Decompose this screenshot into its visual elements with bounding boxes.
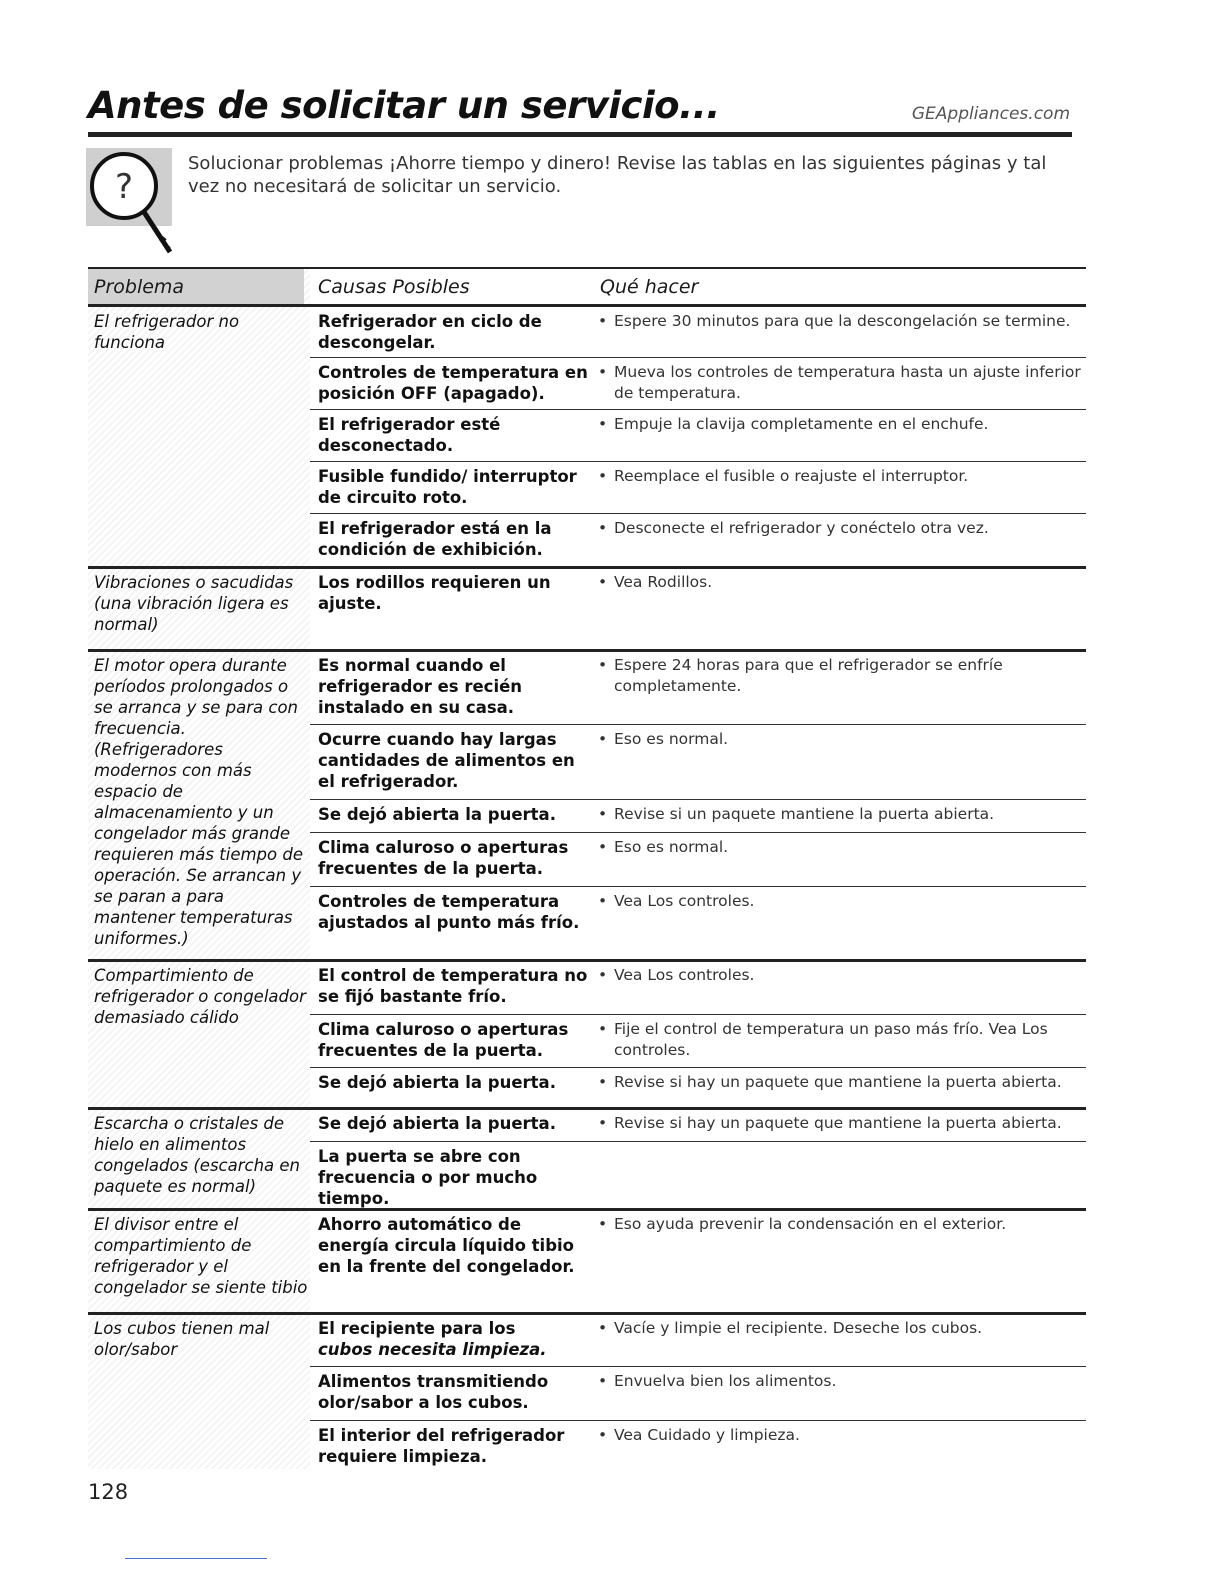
row-divider: [310, 1366, 1086, 1367]
remedy-label: Espere 24 horas para que el refrigerador se enfríe completamente.: [614, 656, 1003, 695]
remedy-text: [598, 729, 1094, 750]
remedy-label: Vea Cuidado y limpieza.: [614, 1426, 800, 1444]
problem-label: El motor opera durante períodos prolongados o se arranca y se para con frecuencia. (Refrigeradores modernos con más espacio de almacenamiento y un congelador más grande requieren más tiempo de operación. Se arrancan y se paran a para mantener temperaturas uniformes.): [94, 656, 303, 948]
remedy-label: Eso es normal.: [614, 730, 729, 748]
remedy-label: Reemplace el fusible o reajuste el interruptor.: [614, 467, 969, 485]
remedy-text: [598, 1113, 1094, 1134]
bullet-icon: •: [598, 467, 608, 485]
remedy-text: [598, 466, 1094, 487]
bullet-icon: •: [598, 1215, 608, 1233]
magnifier-question-icon: [86, 148, 186, 260]
bullet-icon: •: [598, 1114, 608, 1132]
page-number: 128: [88, 1480, 129, 1504]
cause-text: Se dejó abierta la puerta.: [318, 1114, 556, 1133]
row-divider: [310, 1141, 1086, 1142]
row-divider: [310, 513, 1086, 514]
row-divider: [310, 799, 1086, 800]
bullet-icon: •: [598, 966, 608, 984]
site-url: GEAppliances.com: [911, 104, 1070, 124]
group-divider: [88, 959, 1086, 962]
cause-text: Ocurre cuando hay largas cantidades de alimentos en el refrigerador.: [318, 730, 575, 791]
bullet-icon: •: [598, 1319, 608, 1337]
cause-text: El control de temperatura no se fijó bastante frío.: [318, 966, 588, 1006]
remedy-label: Vea Los controles.: [614, 892, 755, 910]
bullet-icon: •: [598, 363, 608, 381]
cause-label: El recipiente para los: [318, 1319, 516, 1338]
cause-text: Se dejó abierta la puerta.: [318, 1073, 556, 1092]
cause-text: La puerta se abre con frecuencia o por mucho tiempo.: [318, 1147, 538, 1208]
cause-text: Ahorro automático de energía circula líquido tibio en la frente del congelador.: [318, 1215, 575, 1276]
row-divider: [310, 409, 1086, 410]
cause-text: Fusible fundido/ interruptor de circuito roto.: [318, 467, 577, 507]
bullet-icon: •: [598, 656, 608, 674]
header-problem: Problema: [88, 269, 304, 305]
title-divider: [88, 132, 1072, 137]
bullet-icon: •: [598, 415, 608, 433]
remedy-text: [598, 1072, 1094, 1093]
remedy-text: [598, 311, 1094, 332]
bullet-icon: •: [598, 519, 608, 537]
cause-text: El refrigerador esté desconectado.: [318, 415, 501, 455]
cause-text: Los rodillos requieren un ajuste.: [318, 573, 551, 613]
cause-text: Refrigerador en ciclo de descongelar.: [318, 312, 542, 352]
bullet-icon: •: [598, 1020, 608, 1038]
group-divider: [88, 566, 1086, 569]
remedy-label: Mueva los controles de temperatura hasta un ajuste inferior de temperatura.: [614, 363, 1081, 402]
remedy-label: Eso ayuda prevenir la condensación en el exterior.: [614, 1215, 1007, 1233]
remedy-text: [598, 1371, 1094, 1392]
remedy-text: [598, 655, 1094, 697]
bullet-icon: •: [598, 312, 608, 330]
problem-label: Compartimiento de refrigerador o congelador demasiado cálido: [94, 966, 306, 1027]
remedy-text: [598, 414, 1094, 435]
row-divider: [310, 1067, 1086, 1068]
remedy-text: [598, 965, 1094, 986]
cause-text: Clima caluroso o aperturas frecuentes de la puerta.: [318, 838, 569, 878]
icon-question-mark: ?: [114, 167, 134, 207]
bullet-icon: •: [598, 1426, 608, 1444]
bullet-icon: •: [598, 805, 608, 823]
problem-label: Los cubos tienen mal olor/sabor: [94, 1319, 270, 1359]
header-rule: [88, 304, 1086, 307]
cause-text: Controles de temperatura ajustados al punto más frío.: [318, 892, 580, 932]
row-divider: [310, 1014, 1086, 1015]
remedy-text: [598, 518, 1094, 539]
remedy-label: Envuelva bien los alimentos.: [614, 1372, 837, 1390]
cause-label-italic: cubos necesita limpieza.: [318, 1340, 547, 1359]
row-divider: [310, 357, 1086, 358]
problem-label: El refrigerador no funciona: [94, 312, 240, 352]
remedy-text: [598, 837, 1094, 858]
row-divider: [310, 886, 1086, 887]
bullet-icon: •: [598, 1372, 608, 1390]
remedy-label: Espere 30 minutos para que la descongelación se termine.: [614, 312, 1071, 330]
remedy-label: Eso es normal.: [614, 838, 729, 856]
intro-text: Solucionar problemas ¡Ahorre tiempo y dinero! Revise las tablas en las siguientes páginas y tal vez no necesitará de solicitar un servicio.: [188, 153, 1047, 198]
cause-text: Alimentos transmitiendo olor/sabor a los cubos.: [318, 1372, 549, 1412]
remedy-text: [598, 1318, 1094, 1339]
cause-text: Se dejó abierta la puerta.: [318, 805, 556, 824]
bullet-icon: •: [598, 1073, 608, 1091]
cause-text: [318, 1318, 590, 1360]
row-divider: [310, 832, 1086, 833]
cause-text: El refrigerador está en la condición de exhibición.: [318, 519, 552, 559]
header-todo: Qué hacer: [600, 276, 699, 298]
remedy-label: Vea Rodillos.: [614, 573, 713, 591]
row-divider: [310, 461, 1086, 462]
remedy-text: [598, 804, 1094, 825]
table-header: [88, 269, 1086, 305]
remedy-label: Vea Los controles.: [614, 966, 755, 984]
cause-text: Es normal cuando el refrigerador es recién instalado en su casa.: [318, 656, 523, 717]
remedy-label: Revise si un paquete mantiene la puerta abierta.: [614, 805, 995, 823]
row-divider: [310, 724, 1086, 725]
group-divider: [88, 1208, 1086, 1211]
remedy-label: Empuje la clavija completamente en el enchufe.: [614, 415, 989, 433]
group-divider: [88, 1107, 1086, 1110]
remedy-label: Revise si hay un paquete que mantiene la puerta abierta.: [614, 1114, 1062, 1132]
problem-label: Vibraciones o sacudidas (una vibración ligera es normal): [94, 573, 294, 634]
remedy-text: [598, 572, 1094, 593]
page-title: Antes de solicitar un servicio...: [88, 84, 720, 127]
remedy-text: [598, 1214, 1094, 1235]
remedy-label: Desconecte el refrigerador y conéctelo otra vez.: [614, 519, 989, 537]
group-divider: [88, 649, 1086, 652]
bullet-icon: •: [598, 838, 608, 856]
remedy-text: [598, 362, 1094, 404]
problem-label: El divisor entre el compartimiento de refrigerador y el congelador se siente tibio: [94, 1215, 308, 1297]
cause-text: Controles de temperatura en posición OFF (apagado).: [318, 363, 588, 403]
remedy-text: [598, 1425, 1094, 1446]
footer-divider: [125, 1558, 267, 1559]
problem-label: Escarcha o cristales de hielo en alimentos congelados (escarcha en paquete es normal): [94, 1114, 301, 1196]
bullet-icon: •: [598, 892, 608, 910]
cause-text: El interior del refrigerador requiere limpieza.: [318, 1426, 565, 1466]
bullet-icon: •: [598, 730, 608, 748]
group-divider: [88, 1312, 1086, 1315]
bullet-icon: •: [598, 573, 608, 591]
remedy-text: [598, 891, 1094, 912]
header-causes: Causas Posibles: [318, 276, 470, 298]
remedy-label: Revise si hay un paquete que mantiene la puerta abierta.: [614, 1073, 1062, 1091]
remedy-label: Vacíe y limpie el recipiente. Deseche los cubos.: [614, 1319, 983, 1337]
cause-text: Clima caluroso o aperturas frecuentes de la puerta.: [318, 1020, 569, 1060]
remedy-label: Fije el control de temperatura un paso más frío. Vea Los controles.: [614, 1020, 1048, 1059]
remedy-text: [598, 1019, 1094, 1061]
row-divider: [310, 1420, 1086, 1421]
